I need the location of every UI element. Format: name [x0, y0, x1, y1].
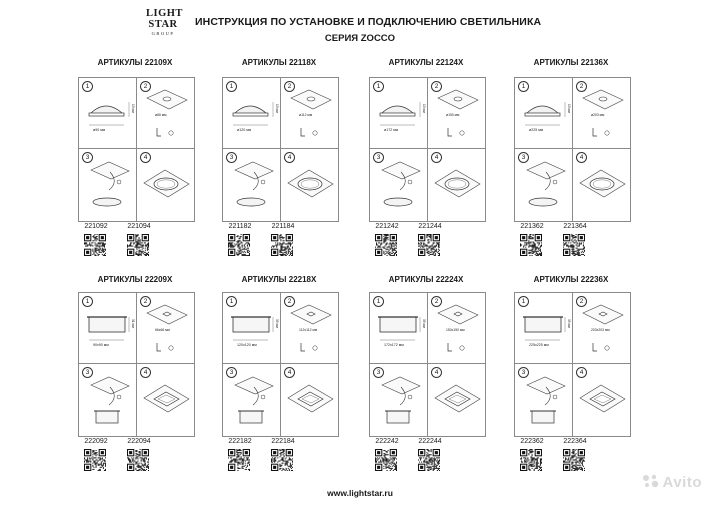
page-subtitle: СЕРИЯ ZOCCO	[324, 33, 396, 44]
step-number: 3	[518, 152, 529, 163]
qr-code-icon[interactable]	[84, 234, 106, 256]
sheet-label: АРТИКУЛЫ 22124Х	[388, 58, 464, 67]
step-number: 4	[284, 152, 295, 163]
step2-cutout	[147, 90, 187, 136]
installation-diagram	[370, 78, 485, 221]
step-number: 2	[140, 81, 151, 92]
article-code: 221242	[375, 223, 399, 230]
step-number: 1	[518, 81, 529, 92]
step-number: 2	[284, 296, 295, 307]
height-dimension: 35 мм	[275, 319, 279, 328]
instruction-panel	[78, 292, 195, 437]
avito-watermark	[642, 474, 702, 492]
article-code: 221184	[271, 223, 295, 230]
qr-code-icon[interactable]	[127, 449, 149, 471]
qr-code-icon[interactable]	[563, 234, 585, 256]
product-dimension: 120x120 мм	[237, 343, 257, 347]
height-dimension: 13 мм	[131, 104, 135, 113]
installation-diagram	[223, 293, 338, 436]
product-dimension: ø172 мм	[384, 128, 399, 132]
step4-installed	[580, 385, 625, 412]
step3-connection	[235, 162, 273, 206]
cutout-dimension: 112x112 мм	[299, 328, 318, 332]
article-code: 221182	[228, 223, 252, 230]
article-code: 221362	[520, 223, 544, 230]
article-code: 222364	[563, 438, 587, 445]
article-code: 222092	[84, 438, 108, 445]
qr-code-icon[interactable]	[375, 234, 397, 256]
step4-installed	[580, 170, 625, 197]
step-number: 3	[373, 367, 384, 378]
qr-code-icon[interactable]	[418, 449, 440, 471]
sheet-label: АРТИКУЛЫ 22109Х	[97, 58, 173, 67]
step2-cutout	[438, 90, 478, 136]
cutout-dimension: 66x66 мм	[155, 328, 170, 332]
step-number: 1	[82, 81, 93, 92]
qr-code-icon[interactable]	[84, 449, 106, 471]
step-number: 4	[431, 152, 442, 163]
step-number: 2	[431, 81, 442, 92]
instruction-panel	[514, 77, 631, 222]
qr-code-icon[interactable]	[228, 234, 250, 256]
step3-connection	[91, 162, 129, 206]
step-number: 2	[431, 296, 442, 307]
step1-product-view	[233, 102, 279, 132]
step4-installed	[144, 385, 189, 412]
sheet-label: АРТИКУЛЫ 22118Х	[241, 58, 317, 67]
installation-diagram	[79, 293, 194, 436]
article-code: 221094	[127, 223, 151, 230]
step-number: 2	[576, 81, 587, 92]
step-number: 1	[373, 296, 384, 307]
sheet-label: АРТИКУЛЫ 22218Х	[241, 275, 317, 284]
article-code: 222094	[127, 438, 151, 445]
step2-cutout	[583, 90, 623, 136]
step4-installed	[288, 385, 333, 412]
step3-connection	[382, 162, 420, 206]
cutout-dimension: 150x150 мм	[446, 328, 465, 332]
instruction-panel	[514, 292, 631, 437]
step1-product-view	[523, 317, 571, 347]
cutout-dimension: 203x203 мм	[591, 328, 610, 332]
step2-cutout	[583, 305, 623, 351]
step-number: 3	[518, 367, 529, 378]
installation-diagram	[370, 293, 485, 436]
qr-code-icon[interactable]	[520, 234, 542, 256]
step3-connection	[527, 377, 565, 423]
step-number: 1	[226, 296, 237, 307]
product-dimension: ø90 мм	[93, 128, 106, 132]
step1-product-view	[378, 317, 426, 347]
step-number: 3	[82, 367, 93, 378]
cutout-dimension: ø112 мм	[299, 113, 313, 117]
product-dimension: ø225 мм	[529, 128, 544, 132]
step4-installed	[435, 385, 480, 412]
page-title: ИНСТРУКЦИЯ ПО УСТАНОВКЕ И ПОДКЛЮЧЕНИЮ СВЕТИЛЬНИКА	[195, 16, 542, 28]
logo-line-1: LIGHT	[146, 8, 183, 19]
step-number: 2	[284, 81, 295, 92]
qr-code-icon[interactable]	[418, 234, 440, 256]
step3-connection	[235, 377, 273, 423]
step1-product-view	[89, 102, 135, 132]
cutout-dimension: ø150 мм	[446, 113, 460, 117]
avito-dots-icon	[642, 474, 660, 492]
article-code: 221244	[418, 223, 442, 230]
instruction-panel	[369, 77, 486, 222]
step-number: 3	[226, 367, 237, 378]
footer-website[interactable]: www.lightstar.ru	[327, 488, 393, 498]
step-number: 1	[82, 296, 93, 307]
step-number: 4	[576, 152, 587, 163]
height-dimension: 35 мм	[422, 319, 426, 328]
step-number: 3	[226, 152, 237, 163]
article-code: 222182	[228, 438, 252, 445]
sheet-label: АРТИКУЛЫ 22224Х	[388, 275, 464, 284]
qr-code-icon[interactable]	[228, 449, 250, 471]
instruction-panel	[222, 77, 339, 222]
step-number: 1	[518, 296, 529, 307]
qr-code-icon[interactable]	[563, 449, 585, 471]
step-number: 1	[226, 81, 237, 92]
height-dimension: 13 мм	[567, 104, 571, 113]
installation-diagram	[223, 78, 338, 221]
cutout-dimension: ø203 мм	[591, 113, 605, 117]
watermark-text: Avito	[662, 474, 702, 491]
step3-connection	[91, 377, 129, 423]
height-dimension: 13 мм	[275, 104, 279, 113]
product-dimension: 225x225 мм	[529, 343, 549, 347]
product-dimension: ø120 мм	[237, 128, 252, 132]
qr-code-icon[interactable]	[271, 449, 293, 471]
product-dimension: 172x172 мм	[384, 343, 404, 347]
installation-diagram	[515, 293, 630, 436]
step4-installed	[288, 170, 333, 197]
sheet-label: АРТИКУЛЫ 22236Х	[533, 275, 609, 284]
logo-line-3: GROUP	[151, 31, 175, 36]
step-number: 4	[576, 367, 587, 378]
qr-code-icon[interactable]	[127, 234, 149, 256]
step-number: 2	[576, 296, 587, 307]
instruction-panel	[222, 292, 339, 437]
step-number: 4	[140, 152, 151, 163]
step4-installed	[435, 170, 480, 197]
article-code: 222242	[375, 438, 399, 445]
qr-code-icon[interactable]	[520, 449, 542, 471]
step4-installed	[144, 170, 189, 197]
height-dimension: 31 мм	[131, 319, 135, 328]
article-code: 221092	[84, 223, 108, 230]
sheet-label: АРТИКУЛЫ 22136Х	[533, 58, 609, 67]
step-number: 3	[373, 152, 384, 163]
step-number: 1	[373, 81, 384, 92]
step1-product-view	[380, 102, 426, 132]
step-number: 4	[431, 367, 442, 378]
installation-diagram	[79, 78, 194, 221]
step3-connection	[382, 377, 420, 423]
step-number: 4	[284, 367, 295, 378]
step2-cutout	[291, 305, 331, 351]
step1-product-view	[525, 102, 571, 132]
step1-product-view	[87, 317, 135, 347]
step1-product-view	[231, 317, 279, 347]
step-number: 2	[140, 296, 151, 307]
article-code: 222362	[520, 438, 544, 445]
height-dimension: 13 мм	[422, 104, 426, 113]
step2-cutout	[291, 90, 331, 136]
cutout-dimension: ø66 мм	[155, 113, 167, 117]
sheet-label: АРТИКУЛЫ 22209Х	[97, 275, 173, 284]
height-dimension: 35 мм	[567, 319, 571, 328]
instruction-panel	[369, 292, 486, 437]
installation-diagram	[515, 78, 630, 221]
qr-code-icon[interactable]	[271, 234, 293, 256]
step2-cutout	[438, 305, 478, 351]
step-number: 3	[82, 152, 93, 163]
qr-code-icon[interactable]	[375, 449, 397, 471]
instruction-panel	[78, 77, 195, 222]
step3-connection	[527, 162, 565, 206]
step2-cutout	[147, 305, 187, 351]
article-code: 221364	[563, 223, 587, 230]
logo-line-2: STAR	[148, 18, 178, 30]
product-dimension: 90x90 мм	[93, 343, 109, 347]
article-code: 222244	[418, 438, 442, 445]
article-code: 222184	[271, 438, 295, 445]
step-number: 4	[140, 367, 151, 378]
